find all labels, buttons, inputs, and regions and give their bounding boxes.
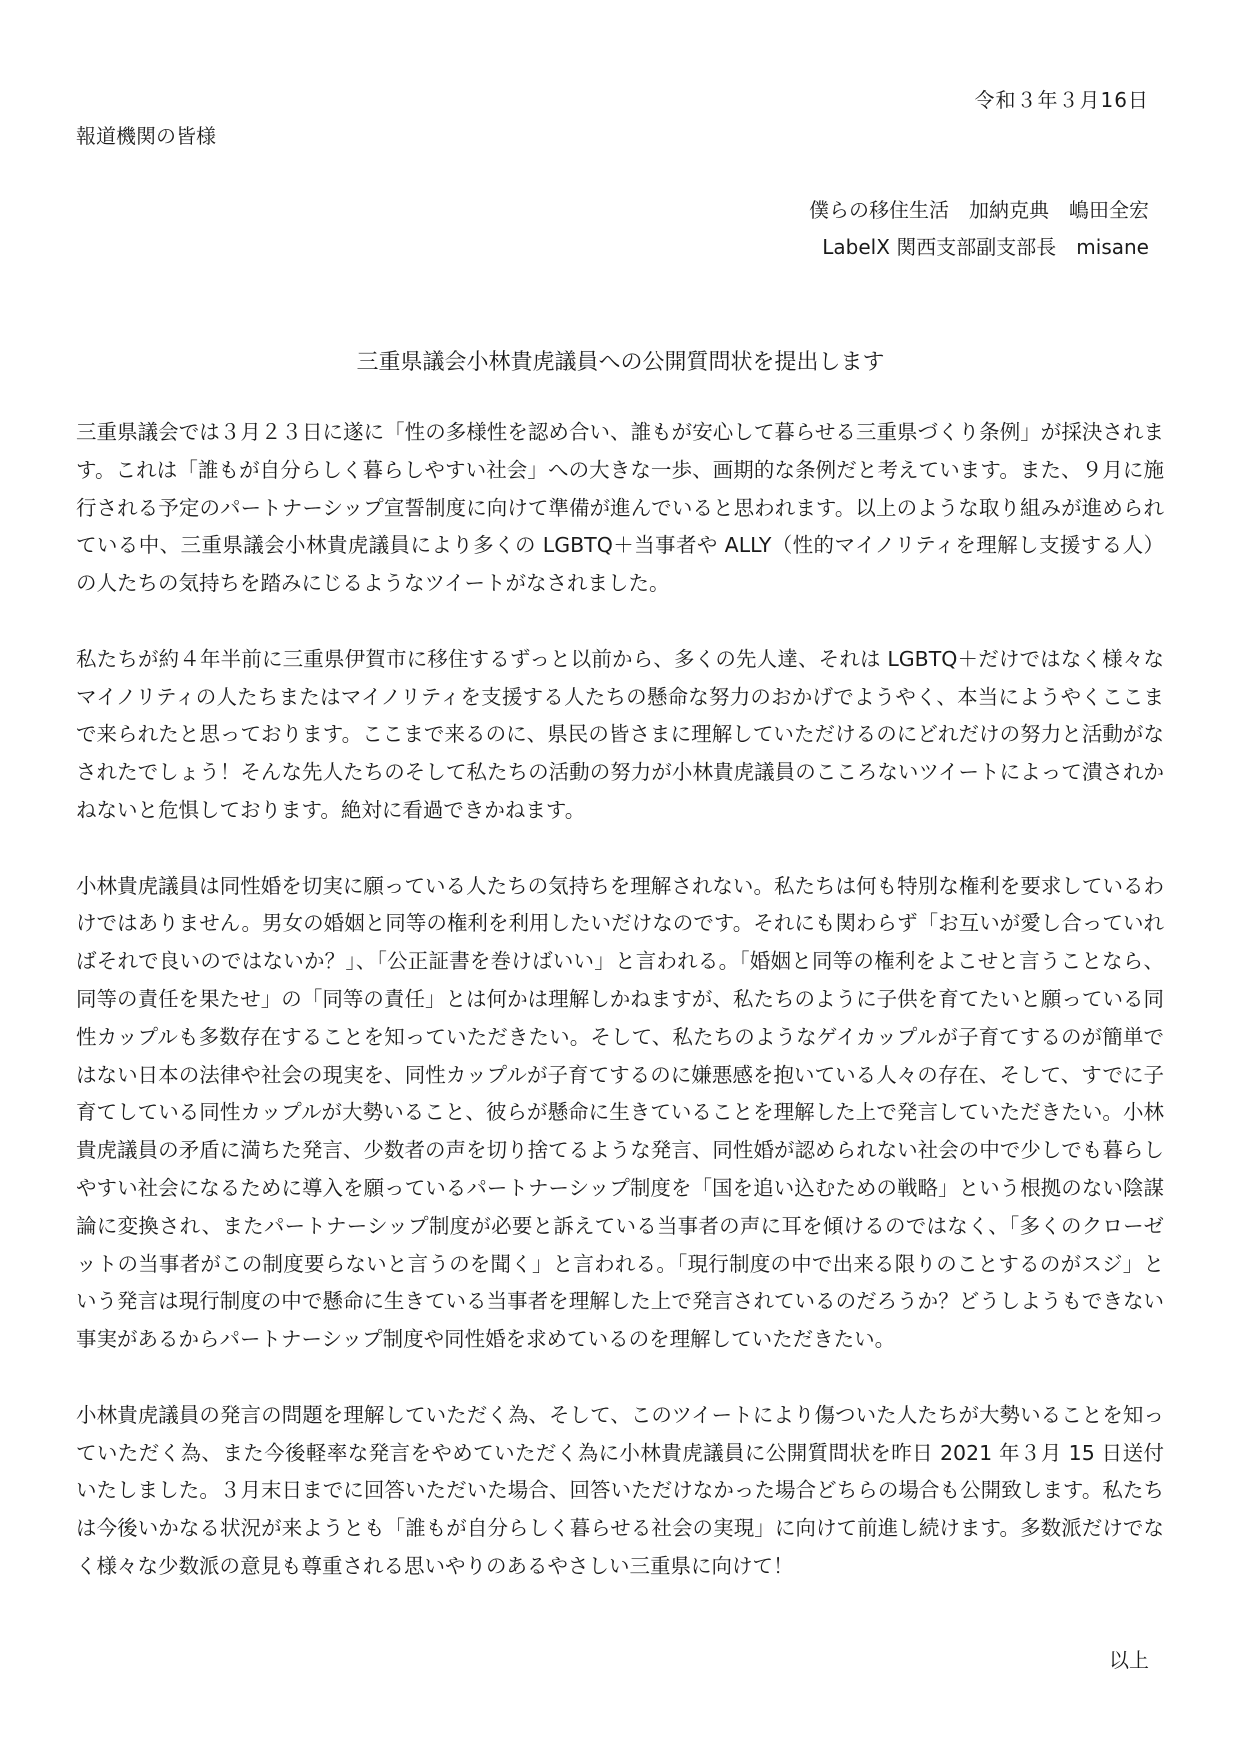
sender-block: [809, 192, 1149, 266]
sender-line-1: 僕らの移住生活 加納克典 嶋田全宏: [809, 198, 1149, 222]
document-title: 三重県議会小林貴虎議員への公開質問状を提出します: [356, 350, 885, 375]
closing-mark: 以上: [1109, 1648, 1149, 1672]
body-paragraph-1: 三重県議会では３月２３日に遂に「性の多様性を認め合い、誰もが安心して暮らせる三重県づくり条例」が採決されます。これは「誰もが自分らしく暮らしやすい社会」への大きな一歩、画期的な条例だと考えています。また、９月に施行される予定のパートナーシップ宣誓制度に向けて準備が進んでいると思われます。以上のような取り組みが進められている中、三重県議会小林貴虎議員により多くの LGBTQ＋当事者や ALLY（性的マイノリティを理解し支援する人）の人たちの気持ちを踏みにじるようなツイートがなされました。: [76, 420, 1164, 596]
body-paragraph-3: 小林貴虎議員は同性婚を切実に願っている人たちの気持ちを理解されない。私たちは何も特別な権利を要求しているわけではありません。男女の婚姻と同等の権利を利用したいだけなのです。それにも関わらず「お互いが愛し合っていればそれで良いのではないか？」、「公正証書を巻けばいい」と言われる。「婚姻と同等の権利をよこせと言うことなら、同等の責任を果たせ」の「同等の責任」とは何かは理解しかねますが、私たちのように子供を育てたいと願っている同性カップルも多数存在することを知っていただきたい。そして、私たちのようなゲイカップルが子育てするのが簡単ではない日本の法律や社会の現実を、同性カップルが子育てするのに嫌悪感を抱いている人々の存在、そして、すでに子育てしている同性カップルが大勢いること、彼らが懸命に生きていることを理解した上で発言していただきたい。小林貴虎議員の矛盾に満ちた発言、少数者の声を切り捨てるような発言、同性婚が認められない社会の中で少しでも暮らしやすい社会になるために導入を願っているパートナーシップ制度を「国を追い込むための戦略」という根拠のない陰謀論に変換され、またパートナーシップ制度が必要と訴えている当事者の声に耳を傾けるのではなく、「多くのクローゼットの当事者がこの制度要らないと言うのを聞く」と言われる。「現行制度の中で出来る限りのことするのがスジ」という発言は現行制度の中で懸命に生きている当事者を理解した上で発言されているのだろうか？どうしようもできない事実があるからパートナーシップ制度や同性婚を求めているのを理解していただきたい。: [76, 873, 1164, 1352]
recipient-line: 報道機関の皆様: [76, 124, 216, 148]
body-paragraph-2: 私たちが約４年半前に三重県伊賀市に移住するずっと以前から、多くの先人達、それは LGBTQ＋だけではなく様々なマイノリティの人たちまたはマイノリティを支援する人たちの懸命な努力のおかげでようやく、本当にようやくここまで来られたと思っております。ここまで来るのに、県民の皆さまに理解していただけるのにどれだけの努力と活動がなされたでしょう！そんな先人たちのそして私たちの活動の努力が小林貴虎議員のこころないツイートによって潰されかねないと危惧しております。絶対に看過できかねます。: [76, 646, 1164, 822]
document-body: [76, 414, 1164, 1586]
document-date: 令和３年３月16日: [974, 88, 1149, 112]
body-paragraph-4: 小林貴虎議員の発言の問題を理解していただく為、そして、このツイートにより傷ついた人たちが大勢いることを知っていただく為、また今後軽率な発言をやめていただく為に小林貴虎議員に公開質問状を昨日 2021 年３月 15 日送付いたしました。３月末日までに回答いただいた場合、回答いただけなかった場合どちらの場合も公開致します。私たちは今後いかなる状況が来ようとも「誰もが自分らしく暮らせる社会の実現」に向けて前進し続けます。多数派だけでなく様々な少数派の意見も尊重される思いやりのあるやさしい三重県に向けて！: [76, 1402, 1164, 1578]
sender-line-2: LabelX 関西支部副支部長 misane: [822, 235, 1149, 259]
